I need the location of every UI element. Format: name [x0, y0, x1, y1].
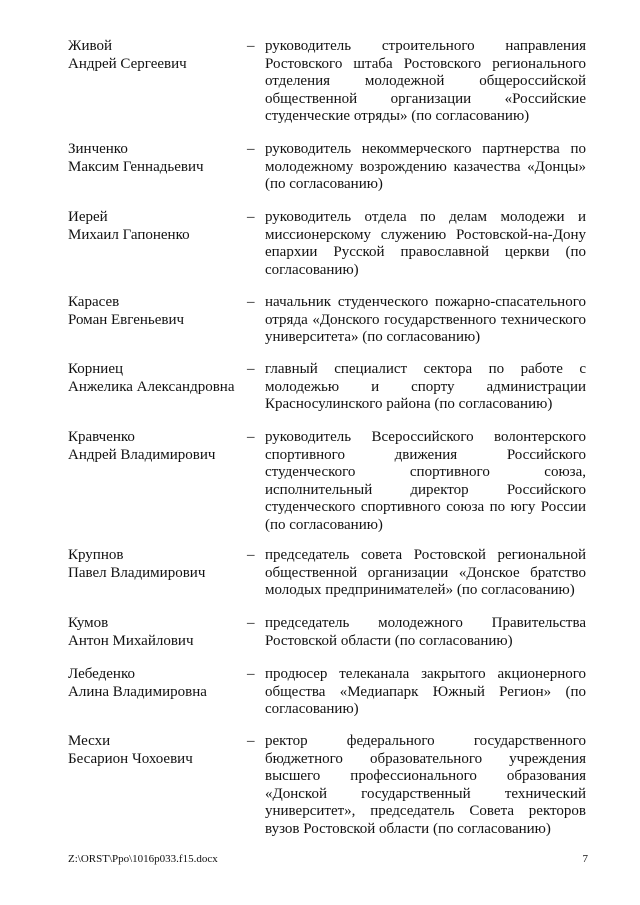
- separator-dash: –: [247, 38, 255, 54]
- person-name: [68, 666, 243, 701]
- position-description: главный специалист сектора по работе с молодежью и спорту администрации Красносулинского района (по согласованию): [265, 361, 586, 412]
- surname: Карасев: [68, 294, 120, 310]
- surname: Кумов: [68, 615, 109, 631]
- separator-dash: –: [247, 361, 255, 377]
- given-names: Роман Евгеньевич: [68, 311, 185, 328]
- separator-dash: –: [247, 615, 255, 631]
- surname: Крупнов: [68, 547, 124, 563]
- given-names: Максим Геннадьевич: [68, 158, 204, 175]
- separator-dash: –: [247, 141, 255, 157]
- given-names: Антон Михайлович: [68, 632, 194, 649]
- given-names: Михаил Гапоненко: [68, 226, 190, 243]
- position-description: ректор федерального государственного бюджетного образовательного учреждения высшего профессионального образования «Донской государственный технический университет», председатель Совета ректоров вузов Ростовской области (по согласованию): [265, 733, 586, 837]
- person-name: [68, 38, 243, 73]
- position-description: председатель молодежного Правительства Ростовской области (по согласованию): [265, 615, 586, 649]
- page-number: 7: [582, 853, 588, 865]
- surname: Кравченко: [68, 429, 135, 445]
- surname: Месхи: [68, 733, 111, 749]
- given-names: Павел Владимирович: [68, 564, 206, 581]
- position-description: председатель совета Ростовской региональной общественной организации «Донское братство молодых предпринимателей» (по согласованию): [265, 547, 586, 598]
- given-names: Андрей Владимирович: [68, 446, 216, 463]
- separator-dash: –: [247, 666, 255, 682]
- person-name: [68, 294, 243, 329]
- separator-dash: –: [247, 547, 255, 563]
- given-names: Анжелика Александровна: [68, 378, 235, 395]
- surname: Иерей: [68, 209, 108, 225]
- person-name: [68, 547, 243, 582]
- given-names: Бесарион Чохоевич: [68, 750, 193, 767]
- person-name: [68, 361, 243, 396]
- position-description: руководитель Всероссийского волонтерского спортивного движения Российского студенческого спортивного союза, исполнительный директор Российского студенческого спортивного союза по югу России (по согласованию): [265, 429, 586, 533]
- position-description: руководитель некоммерческого партнерства по молодежному возрождению казачества «Донцы» (по согласованию): [265, 141, 586, 192]
- surname: Лебеденко: [68, 666, 135, 682]
- separator-dash: –: [247, 733, 255, 749]
- position-description: руководитель строительного направления Ростовского штаба Ростовского регионального отделения молодежной общероссийской общественной организации «Российские студенческие отряды» (по согласованию): [265, 38, 586, 124]
- person-name: [68, 733, 243, 768]
- separator-dash: –: [247, 429, 255, 445]
- person-name: [68, 209, 243, 244]
- person-name: [68, 615, 243, 650]
- footer-file-path: Z:\ORST\Ppo\1016p033.f15.docx: [68, 853, 218, 865]
- position-description: продюсер телеканала закрытого акционерного общества «Медиапарк Южный Регион» (по согласованию): [265, 666, 586, 717]
- surname: Зинченко: [68, 141, 128, 157]
- separator-dash: –: [247, 294, 255, 310]
- position-description: начальник студенческого пожарно-спасательного отряда «Донского государственного технического университета» (по согласованию): [265, 294, 586, 345]
- person-name: [68, 141, 243, 176]
- given-names: Андрей Сергеевич: [68, 55, 187, 72]
- given-names: Алина Владимировна: [68, 683, 207, 700]
- surname: Живой: [68, 38, 112, 54]
- separator-dash: –: [247, 209, 255, 225]
- position-description: руководитель отдела по делам молодежи и миссионерскому служению Ростовской-на-Дону епархии Русской православной церкви (по согласованию): [265, 209, 586, 278]
- surname: Корниец: [68, 361, 123, 377]
- person-name: [68, 429, 243, 464]
